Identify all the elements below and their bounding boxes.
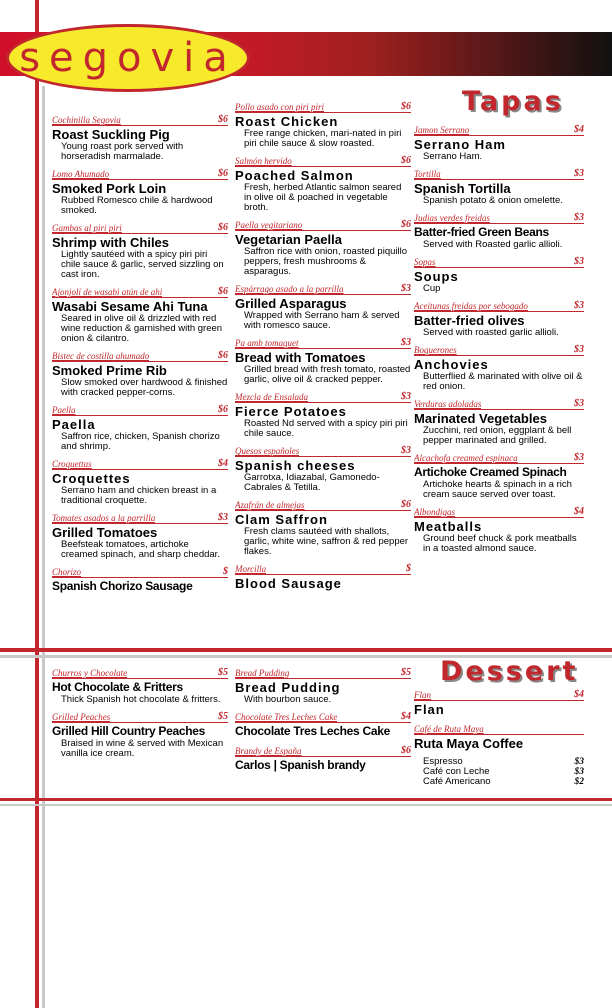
spanish-name: Croquettas (52, 459, 92, 469)
menu-item (414, 300, 584, 338)
spanish-name-row (414, 398, 584, 410)
item-description: Young roast pork served with horseradish marmalade. (61, 141, 184, 162)
item-description: Zucchini, red onion, eggplant & bell pepper marinated and grilled. (423, 425, 572, 446)
item-description: Ground beef chuck & pork meatballs in a toasted almond sauce. (423, 533, 577, 554)
menu-item (235, 337, 411, 385)
menu-item (414, 256, 584, 294)
item-price: $5 (218, 667, 228, 678)
item-price: $6 (218, 286, 228, 297)
english-name: Hot Chocolate & Fritters (52, 680, 183, 694)
english-name: Bread with Tomatoes (235, 350, 366, 365)
spanish-name: Verduras adoladas (414, 399, 482, 409)
item-price: $5 (401, 667, 411, 678)
spanish-name-row (235, 711, 411, 723)
item-price: $6 (401, 499, 411, 510)
menu-item (235, 745, 411, 773)
spanish-name: Chocolate Tres Leches Cake (235, 712, 338, 722)
item-description: Saffron rice with onion, roasted piquillo peppers, fresh mushrooms & asparagus. (244, 246, 408, 277)
item-description: Beefsteak tomatoes, artichoke creamed spinach, and sharp cheddar. (61, 539, 220, 560)
coffee-name: Espresso (423, 756, 463, 767)
menu-item (414, 344, 584, 392)
coffee-item (414, 777, 584, 787)
english-name: Ruta Maya Coffee (414, 736, 524, 751)
english-name: Flan (414, 702, 445, 717)
item-description: Lightly sautéed with a spicy piri piri chile sauce & garlic, served sizzling on cast iron. (61, 249, 224, 280)
item-description: Served with roasted garlic allioli. (423, 327, 559, 338)
item-price: $6 (401, 745, 411, 756)
brand-logo (6, 24, 250, 92)
english-name: Meatballs (414, 519, 483, 534)
spanish-name: Churros y Chocolate (52, 668, 128, 678)
item-price: $3 (401, 445, 411, 456)
spanish-name-row (235, 667, 411, 679)
item-description: Served with Roasted garlic allioli. (423, 239, 563, 250)
brand-name: segovia (19, 35, 237, 81)
english-name: Spanish Tortilla (414, 181, 511, 196)
spanish-name-row (52, 168, 228, 180)
spanish-name-row (414, 256, 584, 268)
item-price: $6 (218, 114, 228, 125)
item-price: $3 (574, 344, 584, 355)
item-description: Serrano Ham. (423, 151, 483, 162)
english-name: Soups (414, 269, 459, 284)
spanish-name-row (52, 114, 228, 126)
item-description: Garrotxa, Idiazabal, Gamonedo-Cabrales & Tetilla. (244, 472, 380, 493)
spanish-name-row (414, 344, 584, 356)
item-price: $3 (401, 391, 411, 402)
item-price: $3 (574, 398, 584, 409)
spanish-name: Salmón hervido (235, 156, 292, 166)
menu-item (52, 114, 228, 162)
spanish-name-row (52, 512, 228, 524)
item-price: $3 (401, 283, 411, 294)
spanish-name: Lomo Ahumado (52, 169, 110, 179)
spanish-name-row (235, 445, 411, 457)
coffee-name: Café con Leche (423, 766, 490, 777)
menu-item (52, 566, 228, 594)
item-price: $3 (574, 212, 584, 223)
menu-item (414, 689, 584, 717)
spanish-name-row (414, 124, 584, 136)
english-name: Poached Salmon (235, 168, 354, 183)
item-price: $6 (218, 350, 228, 361)
spanish-name-row (52, 404, 228, 416)
item-description: With bourbon sauce. (244, 694, 332, 705)
menu-item (52, 404, 228, 452)
spanish-name: Pollo asado con piri piri (235, 102, 325, 112)
menu-item (235, 667, 411, 705)
item-description: Braised in wine & served with Mexican vanilla ice cream. (61, 738, 224, 759)
item-description: Free range chicken, mari-nated in piri piri chile sauce & slow roasted. (244, 128, 402, 149)
spanish-name-row (52, 350, 228, 362)
dessert-column-1 (52, 667, 228, 765)
spanish-name: Alcachofa creamed espinaca (414, 453, 518, 463)
spanish-name: Brandy de España (235, 746, 302, 756)
english-name: Fierce Potatoes (235, 404, 347, 419)
menu-item (235, 219, 411, 277)
english-name: Chocolate Tres Leches Cake (235, 724, 390, 738)
english-name: Grilled Asparagus (235, 296, 347, 311)
spanish-name-row (235, 745, 411, 757)
spanish-name: Judias verdes freidas (414, 213, 490, 223)
spanish-name: Chorizo (52, 567, 82, 577)
item-description: Artichoke hearts & spinach in a rich cream sauce served over toast. (423, 479, 572, 500)
english-name: Artichoke Creamed Spinach (414, 465, 567, 479)
spanish-name-row (52, 711, 228, 723)
item-price: $4 (574, 689, 584, 700)
item-price: $6 (401, 219, 411, 230)
english-name: Spanish Chorizo Sausage (52, 579, 193, 593)
menu-item (414, 398, 584, 446)
menu-item (235, 101, 411, 149)
spanish-name-row (414, 168, 584, 180)
item-description: Serrano ham and chicken breast in a traditional croquette. (61, 485, 217, 506)
english-name: Wasabi Sesame Ahi Tuna (52, 299, 208, 314)
spanish-name-row (235, 499, 411, 511)
english-name: Grilled Hill Country Peaches (52, 724, 205, 738)
dessert-divider-top (0, 648, 612, 652)
tapas-column-2 (235, 101, 411, 597)
menu-item (52, 512, 228, 560)
item-price: $5 (218, 711, 228, 722)
spanish-name: Grilled Peaches (52, 712, 111, 722)
item-price: $3 (574, 300, 584, 311)
spanish-name: Flan (414, 690, 431, 700)
english-name: Anchovies (414, 357, 489, 372)
dessert-column-3 (414, 689, 584, 787)
item-description: Butterflied & marinated with olive oil & red onion. (423, 371, 583, 392)
menu-item (235, 391, 411, 439)
item-price: $4 (574, 124, 584, 135)
spanish-name: Quesos españoles (235, 446, 300, 456)
item-description: Fresh, herbed Atlantic salmon seared in olive oil & poached in vegetable broth. (244, 182, 402, 213)
english-name: Roast Chicken (235, 114, 339, 129)
english-name: Paella (52, 417, 96, 432)
menu-item (414, 452, 584, 500)
english-name: Marinated Vegetables (414, 411, 547, 426)
spanish-name-row (414, 452, 584, 464)
menu-item (52, 667, 228, 705)
spanish-name-row (235, 337, 411, 349)
english-name: Grilled Tomatoes (52, 525, 158, 540)
spanish-name: Cochinilla Segovia (52, 115, 121, 125)
item-description: Thick Spanish hot chocolate & fritters. (61, 694, 221, 705)
spanish-name: Tomates asados a la parrilla (52, 513, 156, 523)
english-name: Clam Saffron (235, 512, 328, 527)
spanish-name: Tortilla (414, 169, 441, 179)
menu-item (52, 458, 228, 506)
spanish-name: Sopas (414, 257, 436, 267)
spanish-name-row (52, 458, 228, 470)
english-name: Croquettes (52, 471, 131, 486)
spanish-name: Gambas al piri piri (52, 223, 122, 233)
english-name: Batter-fried Green Beans (414, 225, 549, 239)
item-description: Fresh clams sautéed with shallots, garlic, white wine, saffron & red pepper flakes. (244, 526, 409, 557)
item-price: $6 (401, 155, 411, 166)
item-price: $3 (574, 452, 584, 463)
menu-item (414, 168, 584, 206)
bottom-divider (0, 798, 612, 801)
item-price: $4 (401, 711, 411, 722)
menu-item (52, 222, 228, 280)
english-name: Spanish cheeses (235, 458, 356, 473)
item-price: $6 (218, 404, 228, 415)
english-name: Serrano Ham (414, 137, 506, 152)
coffee-name: Café Americano (423, 776, 491, 787)
tapas-column-1 (52, 114, 228, 600)
spanish-name: Jamon Serrano (414, 125, 470, 135)
spanish-name: Ajonjolí de wasabi atún de ahi (52, 287, 163, 297)
spanish-name: Café de Ruta Maya (414, 724, 484, 734)
menu-item (235, 499, 411, 557)
menu-item (414, 124, 584, 162)
spanish-name-row (235, 155, 411, 167)
coffee-price: $3 (574, 767, 584, 777)
english-name: Batter-fried olives (414, 313, 525, 328)
spanish-name-row (414, 506, 584, 518)
item-description: Seared in olive oil & drizzled with red wine reduction & garnished with green onion & cilantro. (61, 313, 223, 344)
menu-item (52, 168, 228, 216)
english-name: Smoked Prime Rib (52, 363, 167, 378)
tapas-column-3 (414, 124, 584, 560)
spanish-name: Espárrago asado a la parrilla (235, 284, 344, 294)
dessert-column-2 (235, 667, 411, 779)
menu-item (235, 711, 411, 739)
item-price: $6 (218, 222, 228, 233)
item-price: $6 (218, 168, 228, 179)
menu-item (235, 283, 411, 331)
menu-item (414, 506, 584, 554)
english-name: Roast Suckling Pig (52, 127, 170, 142)
spanish-name-row (235, 219, 411, 231)
spanish-name-row (414, 212, 584, 224)
item-price: $6 (401, 101, 411, 112)
item-description: Slow smoked over hardwood & finished with cracked pepper-corns. (61, 377, 228, 398)
item-description: Roasted Nd served with a spicy piri piri chile sauce. (244, 418, 408, 439)
coffee-price: $2 (574, 777, 584, 787)
menu-item (235, 155, 411, 213)
spanish-name-row (414, 689, 584, 701)
item-price: $3 (218, 512, 228, 523)
item-description: Cup (423, 283, 441, 294)
left-red-rule (35, 0, 39, 1008)
english-name: Shrimp with Chiles (52, 235, 170, 250)
spanish-name: Azafrán de almejas (235, 500, 305, 510)
menu-item (414, 212, 584, 250)
spanish-name: Morcilla (235, 564, 267, 574)
menu-item (414, 723, 584, 751)
item-description: Grilled bread with fresh tomato, roasted garlic, olive oil & cracked pepper. (244, 364, 411, 385)
spanish-name-row (52, 286, 228, 298)
item-description: Saffron rice, chicken, Spanish chorizo and shrimp. (61, 431, 220, 452)
bottom-divider-gray (0, 804, 612, 806)
english-name: Blood Sausage (235, 576, 342, 591)
english-name: Carlos | Spanish brandy (235, 758, 366, 772)
spanish-name-row (52, 667, 228, 679)
english-name: Bread Pudding (235, 680, 341, 695)
menu-item (235, 563, 411, 591)
coffee-price: $3 (574, 757, 584, 767)
item-description: Wrapped with Serrano ham & served with romesco sauce. (244, 310, 400, 331)
spanish-name-row (235, 563, 411, 575)
spanish-name: Bistec de costilla ahumado (52, 351, 150, 361)
item-price: $3 (401, 337, 411, 348)
item-price: $ (223, 566, 228, 577)
menu-item (235, 445, 411, 493)
item-price: $4 (574, 506, 584, 517)
spanish-name: Mezcla de Ensalada (235, 392, 308, 402)
coffee-list (414, 757, 584, 787)
spanish-name-row (52, 566, 228, 578)
left-gray-rule (42, 86, 45, 1008)
item-description: Spanish potato & onion omelette. (423, 195, 563, 206)
english-name: Smoked Pork Loin (52, 181, 167, 196)
menu-item (52, 286, 228, 344)
spanish-name: Aceitunas freidas por sebogado (414, 301, 528, 311)
spanish-name: Pa amb tomaquet (235, 338, 299, 348)
spanish-name: Paella vegitariano (235, 220, 303, 230)
spanish-name-row (235, 283, 411, 295)
spanish-name: Albondigas (414, 507, 456, 517)
menu-item (52, 711, 228, 759)
item-price: $ (406, 563, 411, 574)
spanish-name-row (414, 300, 584, 312)
dessert-title: Dessert (440, 656, 579, 687)
spanish-name-row (235, 101, 411, 113)
spanish-name-row (414, 723, 584, 735)
item-price: $4 (218, 458, 228, 469)
item-description: Rubbed Romesco chile & hardwood smoked. (61, 195, 213, 216)
item-price: $3 (574, 168, 584, 179)
spanish-name: Paella (52, 405, 76, 415)
tapas-title: Tapas (462, 86, 564, 117)
menu-item (52, 350, 228, 398)
spanish-name-row (52, 222, 228, 234)
spanish-name: Bread Pudding (235, 668, 290, 678)
item-price: $3 (574, 256, 584, 267)
spanish-name: Boquerones (414, 345, 457, 355)
english-name: Vegetarian Paella (235, 232, 342, 247)
spanish-name-row (235, 391, 411, 403)
